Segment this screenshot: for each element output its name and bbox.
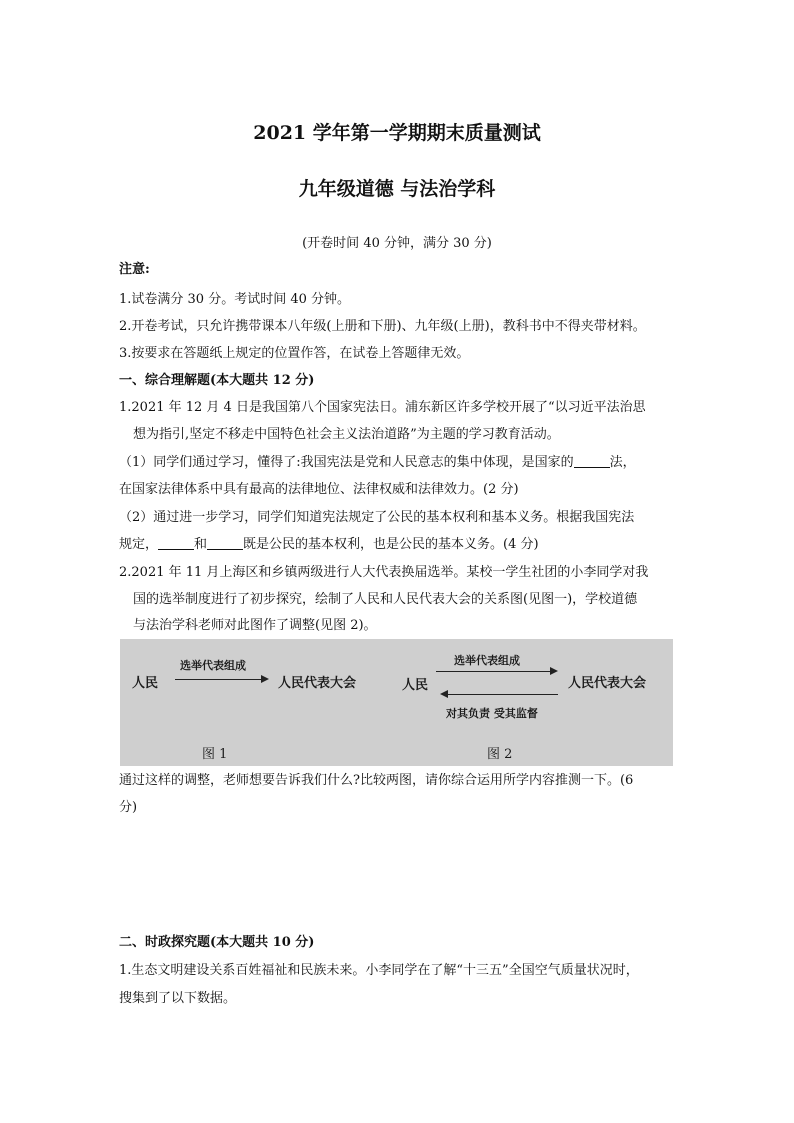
question-text: 与法治学科老师对此图作了调整(见图 2)。 xyxy=(133,618,377,633)
notice-heading: 注意: xyxy=(119,262,150,277)
question-text: 既是公民的基本权利，也是公民的基本义务。(4 分) xyxy=(243,537,539,552)
section1-heading: 一、综合理解题(本大题共 12 分) xyxy=(119,373,315,388)
fig1-arrow-icon xyxy=(175,679,267,680)
question-text: 规定， xyxy=(119,537,159,552)
question-text: 和 xyxy=(194,537,208,552)
question-text: 搜集到了以下数据。 xyxy=(119,991,237,1006)
notice-item: 2.开卷考试，只允许携带课本八年级(上册和下册)、九年级(上册)，教科书中不得夹带材料。 xyxy=(119,319,646,334)
fig1-people-label: 人民 xyxy=(132,676,159,691)
question-text: （2）通过进一步学习，同学们知道宪法规定了公民的基本权利和基本义务。根据我国宪法 xyxy=(119,510,635,525)
fig1-caption: 图 1 xyxy=(202,747,228,762)
question-text: （1）同学们通过学习，懂得了:我国宪法是党和人民意志的集中体现，是国家的 xyxy=(119,455,574,470)
exam-info: (开卷时间 40 分钟，满分 30 分) xyxy=(302,236,492,251)
question-text: 1.2021 年 12 月 4 日是我国第八个国家宪法日。浦东新区许多学校开展了“以习近平法治思 xyxy=(119,400,646,415)
notice-item: 1.试卷满分 30 分。考试时间 40 分钟。 xyxy=(119,292,351,307)
answer-blank[interactable] xyxy=(574,454,610,468)
question-text: 国的选举制度进行了初步探究，绘制了人民和人民代表大会的关系图(见图一)，学校道德 xyxy=(133,592,638,607)
exam-title: 2021 学年第一学期期末质量测试 xyxy=(253,122,541,144)
question-text: 想为指引,坚定不移走中国特色社会主义法治道路”为主题的学习教育活动。 xyxy=(133,427,560,442)
subject-title: 九年级道德 与法治学科 xyxy=(298,178,496,200)
fig2-people-label: 人民 xyxy=(402,678,429,693)
fig2-congress-label: 人民代表大会 xyxy=(568,676,647,691)
fig1-congress-label: 人民代表大会 xyxy=(278,676,357,691)
section2-heading: 二、时政探究题(本大题共 10 分) xyxy=(119,935,315,950)
relationship-figure xyxy=(120,639,673,766)
question-text: 通过这样的调整，老师想要告诉我们什么?比较两图，请你综合运用所学内容推测一下。(6 xyxy=(119,773,634,788)
fig2-caption: 图 2 xyxy=(487,747,513,762)
fig2-left-arrow-icon xyxy=(442,694,558,695)
answer-blank[interactable] xyxy=(207,536,243,550)
fig1-arrow-label: 选举代表组成 xyxy=(180,659,246,672)
fig2-bottom-label: 对其负责 受其监督 xyxy=(446,707,538,720)
question-text: 法， xyxy=(609,455,636,470)
notice-item: 3.按要求在答题纸上规定的位置作答，在试卷上答题律无效。 xyxy=(119,346,470,361)
answer-blank[interactable] xyxy=(158,536,194,550)
question-text: 1.生态文明建设关系百姓福祉和民族未来。小李同学在了解“十三五”全国空气质量状况时， xyxy=(119,963,639,978)
question-text: 2.2021 年 11 月上海区和乡镇两级进行人大代表换届选举。某校一学生社团的小李同学对我 xyxy=(119,565,649,580)
subquestion-1 xyxy=(119,451,636,470)
subquestion-2 xyxy=(119,533,539,552)
question-text: 分) xyxy=(119,800,138,815)
question-text: 在国家法律体系中具有最高的法律地位、法律权威和法律效力。(2 分) xyxy=(119,482,519,497)
fig2-right-arrow-icon xyxy=(436,671,556,672)
fig2-top-label: 选举代表组成 xyxy=(454,654,520,667)
